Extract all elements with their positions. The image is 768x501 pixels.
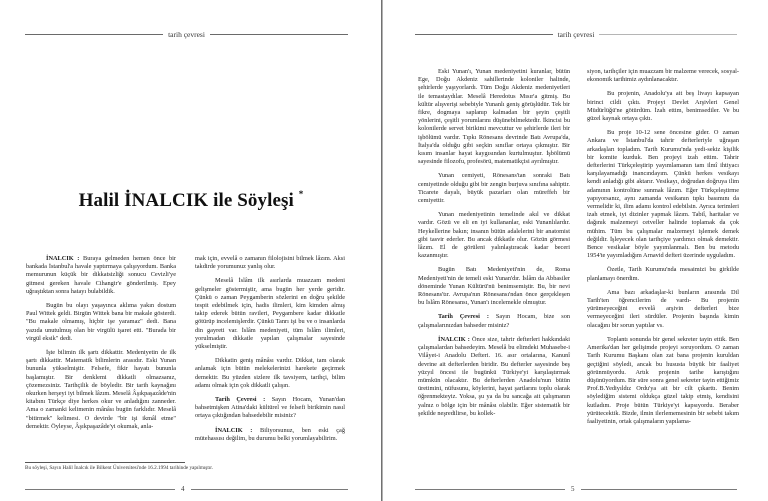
paragraph [195,357,345,390]
right-column-1 [418,68,570,424]
paragraph-text: Meselâ İslâm ilk asırlarda muazzam medeni gelişmeler göstermiştir, ama bugün her yerde geridir. Çünkü o zaman Peygamberin sözlerini en doğru şekilde tespit edebilmek için, hadis ilimleri, kim kimden almış takip ederek bütün ravileri, Peygambere kadar dikkatle götürüp incelemişlerdir. Çünkü Tanrı işi bu ve o insanlarda din gayreti var. İslâm medeniyeti, tüm İslâm ilimleri, yorulmadan dikkatle yapılan çalışmalar sayesinde yükselmiştir. [195,277,345,351]
right-column-2 [587,68,739,432]
page-footer-right [415,484,737,494]
paragraph [26,302,176,343]
paragraph [418,266,570,307]
header-rule [210,34,348,35]
paragraph-text: Bugün Batı Medeniyeti'nin de, Roma Medeniyeti'nin de temeli eski Yunan'dır. İslâm da Abbasiler döneminde Yunan Kültürü'nü benimsemiştir. Bu, bir nevi Rönesans'tır. Avrupa'nın Rönesansı'ndan önce gerçekleşen bu İslâm Rönesansı, Yunan'ı incelemekle olmuştur. [418,266,570,307]
paragraph-text: mak için, evvelâ o zamanın filolojisini bilmek lâzım. Aksi takdirde yorumunuz yanlış olur. [195,255,345,271]
paragraph [587,289,739,330]
paragraph [418,336,570,418]
paragraph [418,172,570,205]
left-page [0,0,382,501]
footer-rule [25,489,175,490]
paragraph-text: Buraya gelmeden hemen önce bir bankada İstanbul'a havale yaptırmaya çalışıyordum. Banka memurunun küçük bir dikkatsizliği sonucu Cevizli'ye gitmesi gereken havale Cihangir'e gönderilmiş. Epey uğraştıktan sonra hatayı bulabildik. [26,255,177,295]
paragraph-text: Ama bazı arkadaşlar-ki bunların arasında Dil Tarih'ten öğrencilerim de vardı- Bu projenin yürümeyeceğini evvelâ arşivin defterleri bize vermeyeceğini ileri sürdüler. Projenin başında kimin olacağını bir sorun yaptılar vs. [587,288,739,329]
footer-rule [581,489,738,490]
paragraph-text: Bugün bu olayı yaşayınca aklıma yakın dostum Paul Wittek geldi. Birgün Wittek bana bir makale gösterdi. "Bu makale olmamış, hiçbir işe yaramaz" dedi. Bana yazıda unutulmuş olan bir virgülü işaret etti. "Burada bir virgül eksik" dedi. [26,302,176,342]
paragraph-text: Bu proje 10-12 sene öncesine gider. O zaman Ankara ve İstanbul'da tahrir defterleriyle uğraşan arkadaşları topladım. Tarih Kurumu'nda yedi-sekiz kişilik bir komite kurduk. Ben projeyi izah ettim. Tahrir defterlerini Türkçeleştirip yayımlamanın tam ilmî ihtiyacı karşılayamadığı inancındayım. Çünkü herkes vesikayı kendi anladığı gibi aktarır. Vesikayı, doğrudan doğruya ilim adamının kontrolüne sunmak lâzım. Eğer Türkçeleştirme yapıyorsanız, aynı zamanda vesikanın tıpkı basımını da vermelidir ki, ilim adamı kontrol edebilsin. Ayrıca terimleri izah etmek, iyi dizinler yapmak lâzım. Tabiî, haritalar ve dağınık malzemeyi cetveller halinde toplamak da çok mühim. Tüm bu çalışmalar malzemeyi işlemek demek değildir. İşleyecek olan tarihçiye yardımcı olmak demektir. Bence vesikalar böyle yayımlanmalı. Ben bu metodu 1954'te yayımladığım Arnavid defteri üzerinde uyguladım. [587,129,739,260]
paragraph [587,336,739,426]
paragraph [418,313,570,329]
left-column-2 [195,255,345,449]
speaker-label: İNALCIK : [438,335,470,343]
paragraph [587,266,739,282]
paragraph [587,129,739,260]
speaker-label: İNALCIK : [46,255,80,262]
footnote-rule [25,462,185,463]
running-head-label: tarih çevresi [168,29,205,39]
paragraph [587,68,739,84]
paragraph-text: Sayın Hocam, bize son çalışmalarınızdan bahseder misiniz? [418,313,570,329]
paragraph [195,396,345,421]
right-page [386,0,768,501]
footnote-mark: * [298,188,304,199]
footer-rule [191,489,349,490]
paragraph-text: Yunan medeniyetinin temelinde akıl ve dikkat vardır. Gözü ve eli en iyi kullananlar, eski Yunanlılardır. Heykellerine bakın; insanın bütün adalelerini bir anatomist gibi tasvir ederler. Bu ancak dikkatle olur. Gözün görmesi lâzım. El de görüleni yalınlaştıracak kadar beceri kazanmıştır. [418,211,570,260]
speaker-label: Tarih Çevresi : [215,396,266,404]
page-number: 4 [181,485,185,493]
paragraph [195,255,345,271]
paragraph [418,211,570,260]
page-number: 5 [571,485,575,493]
paragraph-text: Toplantı sonunda bir genel sekreter tayin ettik. Ben Amerika'dan her gelişimde projeyi soruyordum. O zaman Tarih Kurumu Başkanı olan zat bana projenin kuruldan geçtiğini söyledi, ancak bu hususta büyük bir faaliyet görünmüyordu. Artık projenin tarihe karıştığını düşünüyordum. Bir süre sonra genel sekreter tayin ettiğimiz Prof.B.Yediyıldız Ordu'ya ait bir cilt çıkarttı. Benim söylediğim sistemi oldukça güzel takip etmiş, kendisini kutladım. Proje bütün Türkiye'yi kapsıyordu. Beraber yürütecektik. Bizde, ilmin ilerlememesinin bir sebebi takım faaliyetinin, ortak çalışmaların yapılama- [587,335,739,425]
paragraph-text: Eski Yunan'ı, Yunan medeniyetini kuranlar, bütün Ege, Doğu Akdeniz sahillerinde koloniler halinde, şehirlerde yaşıyorlardı. Tüm Doğu Akdeniz medeniyetleri ile temastaydılar. Meselâ Heredotus Mısır'a gitmiş. Bu kültür alışverişi sebebiyle Yunanlı geniş görüşlüdür. Tek bir fikre, dogmaya saplanıp kalmadan bir şeyin çeşitli yönlerini, çeşitli yorumlarını düşünebilmektedir. İkincisi bu kolonilerde servet birikimi mevcuttur ve şehirlerde ileri bir işbölümü vardır. Tıpkı Rönesans devrinde Batı Avrupa'da, İtalya'da olduğu gibi seçkin sınıflar ortaya çıkmıştır. Bir kısım insanlar hayat kaygısından kurtulmuştur. İşbölümü sayesinde filozofu, profesörü, matematikçisi ayrılmıştır. [418,68,570,166]
speaker-label: Tarih Çevresi : [438,313,489,321]
paragraph [26,349,176,431]
paragraph [195,427,345,443]
book-spine [381,0,383,501]
header-rule [25,34,163,35]
article-title-text: Halil İNALCIK ile Söyleşi [78,190,294,211]
paragraph-text: İşte bilimin ilk şartı dikkattir. Medeniyetin de ilk şartı dikkattir. Matematik bilimlerin arasıdır. Eski Yunan bununla yükselmiştir. Felsefe, fikir hayatı bununla başlamıştır. Bir denklemi dikkatli olmazsanız, çözemezsiniz. Tarihçilik de böyledir. Bir tarih kaynağını okurken herşeyi iyi bilmek lâzım. Meselâ Âşıkpaşazâde'nin kitabını Türkçe diye herkes okur ve anladığını zanneder. Ama o zamanki kelimenin mânâsı bugün farklıdır. Meselâ "bitirmek" kelimesi. O devirde "bir işi ikmâl etme" demektir. Öyleyse, Âşıkpaşazâde'yi okumak, anla- [26,349,176,430]
paragraph-text: Önce size, tahrir defterleri hakkındaki çalışmalardan bahsedeyim. Meselâ bu elimdeki Muhasebe-i Vilâyet-i Anadolu Defteri. 16. asır ortalarına, Kanunî devrine ait defterlerden biridir. Bu defterler sayesinde beş yüzyıl öncesi ile bugünkü Türkiye'yi karşılaştırmak mümkün olacaktır. Bu defterlerden Anadolu'nun bütün üretimini, nüfusunu, köylerini, hayat şartlarını toplu olarak öğrenmekteyiz. Yoksa, şu ya da bu sancağa ait çalışmanın yalnız o bölge için bir mânâsı olabilir. Eğer sistematik bir şekilde neşredilirse, bu kollek- [418,335,570,417]
running-head-right [415,28,737,40]
paragraph-text: siyon, tarihçiler için muazzam bir malzeme verecek, sosyal-ekonomik tarihimiz aydınlanacaktır. [587,68,739,84]
footnote: Bu söyleşi, Sayın Halil İnalcık ile Bilkent Üniversitesi'nde 16.2.1994 tarihinde yapılmıştır. [25,465,213,471]
paragraph-text: Yunan cemiyeti, Rönesans'tan sonraki Batı cemiyetinde olduğu gibi bir zengin burjuva sınıfına sahiptir. Ticarete dayalı, büyük pazarları olan müreffeh bir cemiyettir. [418,172,570,205]
paragraph-text: Biliyorsunuz, ben eski çağ mütehassısı değilim, bu durumu belki yorumlayabilirim. [195,426,345,442]
paragraph [418,68,570,166]
paragraph [26,255,176,296]
paragraph-text: Özetle, Tarih Kurumu'nda mesaimizi bu girkilde planlamayı önerdim. [587,266,739,282]
header-rule [599,34,737,35]
footer-rule [415,489,565,490]
page-footer-left [25,484,348,494]
header-rule [415,34,553,35]
running-head-label: tarih çevresi [557,29,595,39]
paragraph-text: Dikkatin geniş mânâsı vardır. Dikkat, tam olarak anlamak için bütün melekelerinizi harekete geçirmek demektir. Bu yüzden sizlere ilk tavsiyem, tarihçi, bilim adamı olmak için çok dikkatli çalışın. [195,357,345,389]
paragraph-text: Bu projenin, Anadolu'ya ait beş livayı kapsayan birinci cildi çıktı. Projeyi Devlet Arşivleri Genel Müdürlüğü'ne götürdüm. İzah ettim, benimsediler. Ve bu güzel kaynak ortaya çıktı. [587,90,739,123]
article-title [0,190,382,212]
speaker-label: İNALCIK : [215,426,253,434]
paragraph-text: Sayın Hocam, Yunan'dan bahsetmişken Atina'daki kültürel ve felsefi birikimin nasıl ortaya çıktığından bahsedebilir misiniz? [195,396,346,420]
running-head-left [25,28,348,40]
left-column-1 [26,255,176,437]
paragraph [195,277,345,351]
paragraph [587,90,739,123]
